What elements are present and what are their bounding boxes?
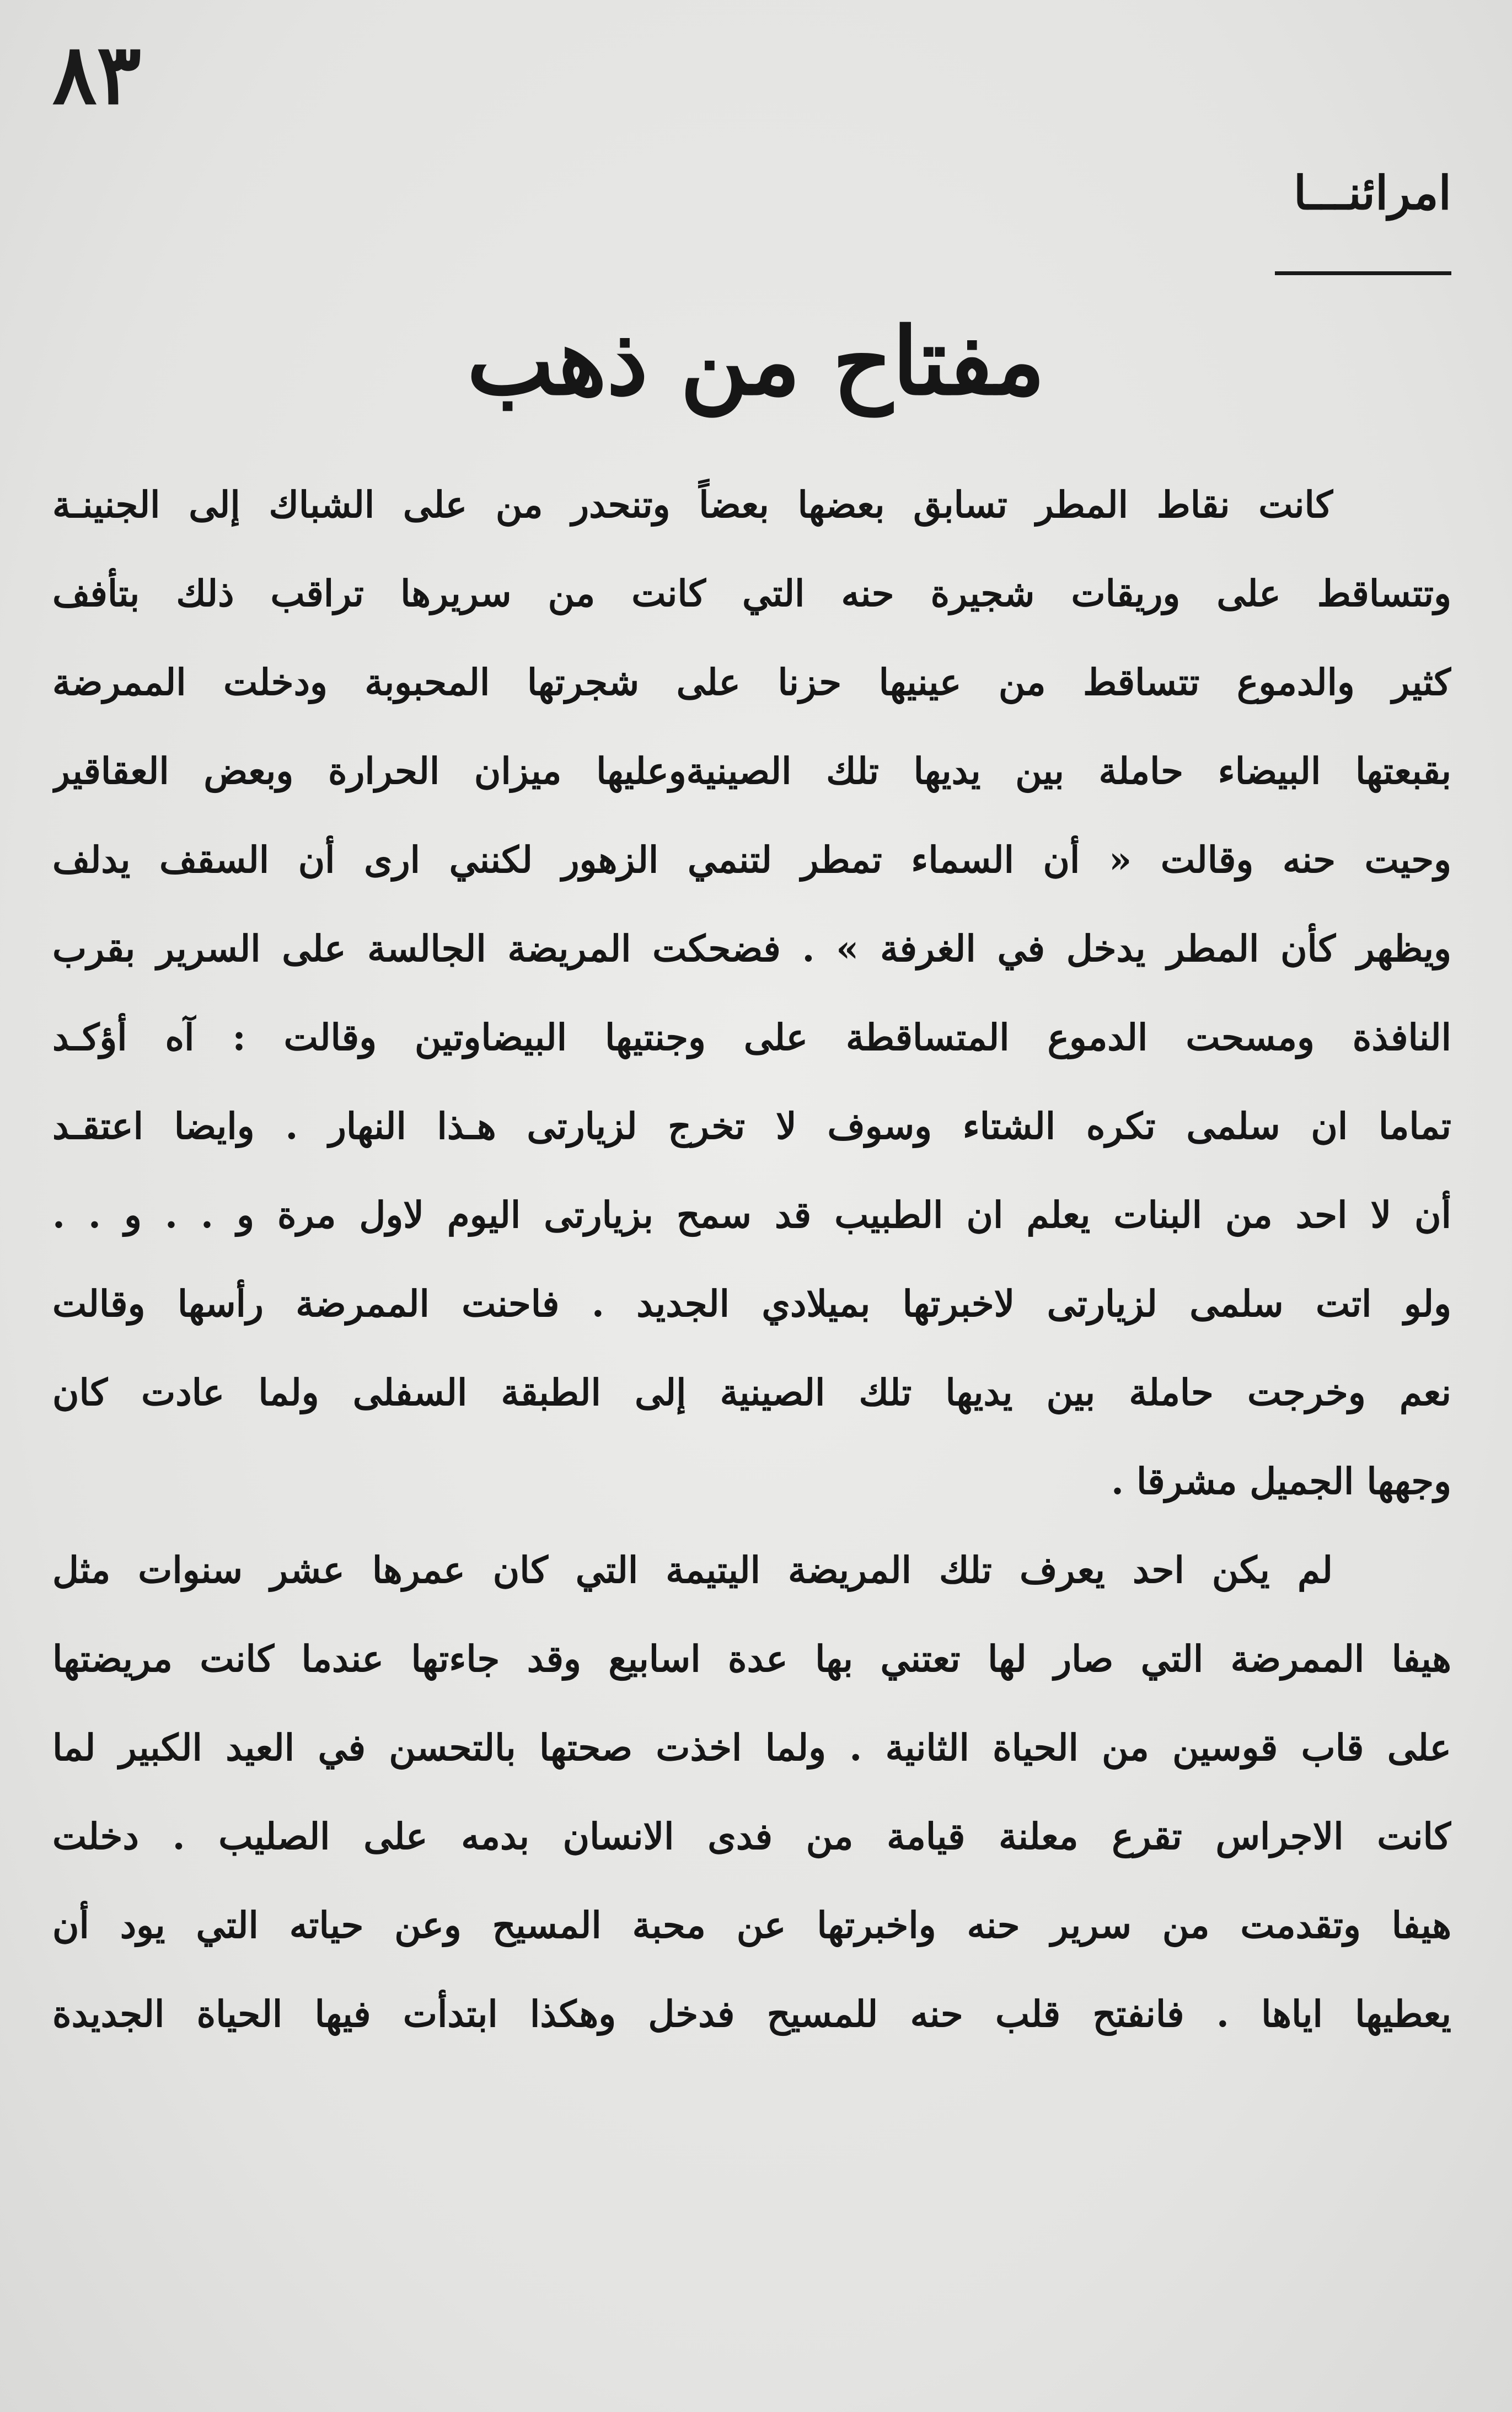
- paragraph-1-line-5: وحيت حنه وقالت « أن السماء تمطر لتنمي الزهور لكنني ارى أن السقف يدلف: [52, 838, 1451, 881]
- paragraph-1-line-11: نعم وخرجت حاملة بين يديها تلك الصينية إلى الطبقة السفلى ولما عادت كان: [52, 1371, 1451, 1414]
- section-label: امرائنـــا: [1293, 165, 1451, 220]
- paragraph-2-line-2: هيفا الممرضة التي صار لها تعتني بها عدة اسابيع وقد جاءتها عندما كانت مريضتها: [52, 1637, 1451, 1680]
- paragraph-2-line-6: يعطيها اياها . فانفتح قلب حنه للمسيح فدخل وهكذا ابتدأت فيها الحياة الجديدة: [52, 1992, 1451, 2035]
- paragraph-1-line-6: ويظهر كأن المطر يدخل في الغرفة » . فضحكت المريضة الجالسة على السرير بقرب: [52, 927, 1451, 970]
- section-underline: [1275, 271, 1451, 275]
- article-title: مفتاح من ذهب: [467, 307, 1045, 416]
- paragraph-2-line-1: لم يكن احد يعرف تلك المريضة اليتيمة التي كان عمرها عشر سنوات مثل: [52, 1548, 1333, 1591]
- paragraph-1-line-8: تماما ان سلمى تكره الشتاء وسوف لا تخرج لزيارتى هـذا النهار . وايضا اعتقـد: [52, 1105, 1451, 1148]
- paragraph-1-line-7: النافذة ومسحت الدموع المتساقطة على وجنتيها البيضاوتين وقالت : آه أؤكـد: [52, 1016, 1451, 1059]
- paragraph-1-line-9: أن لا احد من البنات يعلم ان الطبيب قد سمح بزيارتى اليوم لاول مرة و . . و . .: [52, 1193, 1451, 1236]
- paragraph-2-line-3: على قاب قوسين من الحياة الثانية . ولما اخذت صحتها بالتحسن في العيد الكبير لما: [52, 1726, 1451, 1769]
- paragraph-2-line-4: كانت الاجراس تقرع معلنة قيامة من فدى الانسان بدمه على الصليب . دخلت: [52, 1815, 1451, 1858]
- paragraph-1-line-12: وجهها الجميل مشرقا .: [1111, 1460, 1451, 1503]
- paragraph-1-line-2: وتتساقط على وريقات شجيرة حنه التي كانت من سريرها تراقب ذلك بتأفف: [52, 572, 1451, 615]
- paragraph-1-line-1: كانت نقاط المطر تسابق بعضها بعضاً وتنحدر من على الشباك إلى الجنينـة: [52, 483, 1333, 526]
- paragraph-1-line-4: بقبعتها البيضاء حاملة بين يديها تلك الصينيةوعليها ميزان الحرارة وبعض العقاقير: [52, 749, 1451, 792]
- article-body: [52, 460, 1451, 2374]
- paragraph-1-line-3: كثير والدموع تتساقط من عينيها حزنا على شجرتها المحبوبة ودخلت الممرضة: [52, 661, 1451, 704]
- paragraph-2-line-5: هيفا وتقدمت من سرير حنه واخبرتها عن محبة المسيح وعن حياته التي يود أن: [52, 1904, 1451, 1947]
- paragraph-1-line-10: ولو اتت سلمى لزيارتى لاخبرتها بميلادي الجديد . فاحنت الممرضة رأسها وقالت: [52, 1282, 1451, 1325]
- page-number: ٨٣: [52, 26, 142, 123]
